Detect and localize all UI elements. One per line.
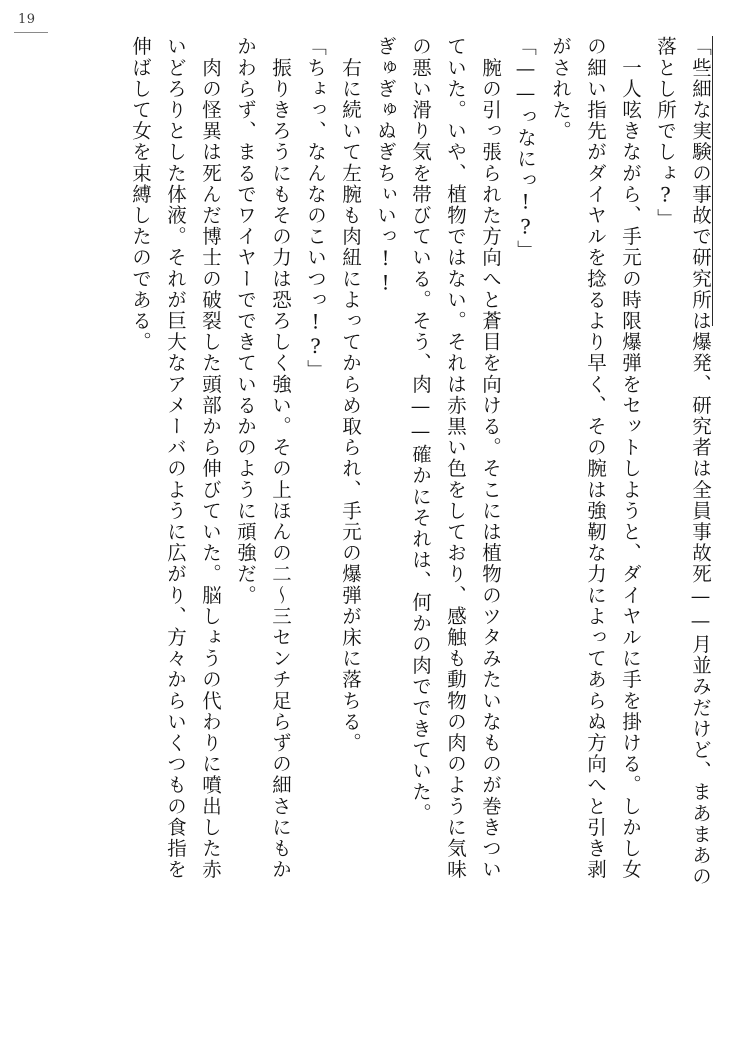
text-column: 伸ばして女を束縛したのである。 [129, 36, 152, 353]
text-column: 「——っなにっ!?」 [514, 36, 537, 261]
text-column: ていた。いや、植物ではない。それは赤黒い色をしており、感触も動物の肉のように気味 [444, 36, 467, 880]
text-column: 振りきろうにもその力は恐ろしく強い。その上ほんの二〜三センチ足らずの細さにもか [269, 36, 292, 880]
text-column: 右に続いて左腕も肉紐によってからめ取られ、手元の爆弾が床に落ちる。 [339, 36, 362, 754]
text-column: 一人呟きながら、手元の時限爆弾をセットしようと、ダイヤルに手を掛ける。しかし女 [619, 36, 642, 880]
text-column: いどろりとした体液。それが巨大なアメーバのように広がり、方々からいくつもの食指を [164, 36, 187, 880]
text-column: の細い指先がダイヤルを捻るより早く、その腕は強靭な力によってあらぬ方向へと引き剥 [584, 36, 607, 880]
page-number-rule [14, 32, 48, 33]
text-column: がされた。 [549, 36, 572, 142]
vertical-text-body [24, 36, 710, 1016]
text-column: 腕の引っ張られた方向へと蒼目を向ける。そこには植物のツタみたいなものが巻きつい [479, 36, 502, 880]
text-column: ぎゅぎゅぬぎちぃいっ!! [374, 36, 397, 297]
text-column: かわらず、まるでワイヤーでできているかのように頑強だ。 [234, 36, 257, 606]
text-column: 「些細な実験の事故で研究所は爆発、研究者は全員事故死——月並みだけど、まあまあの [675, 36, 710, 1016]
text-column: の悪い滑り気を帯びている。そう、肉——確かにそれは、何かの肉でできていた。 [409, 36, 432, 824]
text-column: 落とし所でしょ?」 [654, 36, 677, 230]
text-column: 肉の怪異は死んだ博士の破裂した頭部から伸びていた。脳しょうの代わりに噴出した赤 [199, 36, 222, 880]
text-column: 「ちょっ、なんなのこいつっ!?」 [304, 36, 327, 381]
page-number: 19 [18, 12, 36, 27]
